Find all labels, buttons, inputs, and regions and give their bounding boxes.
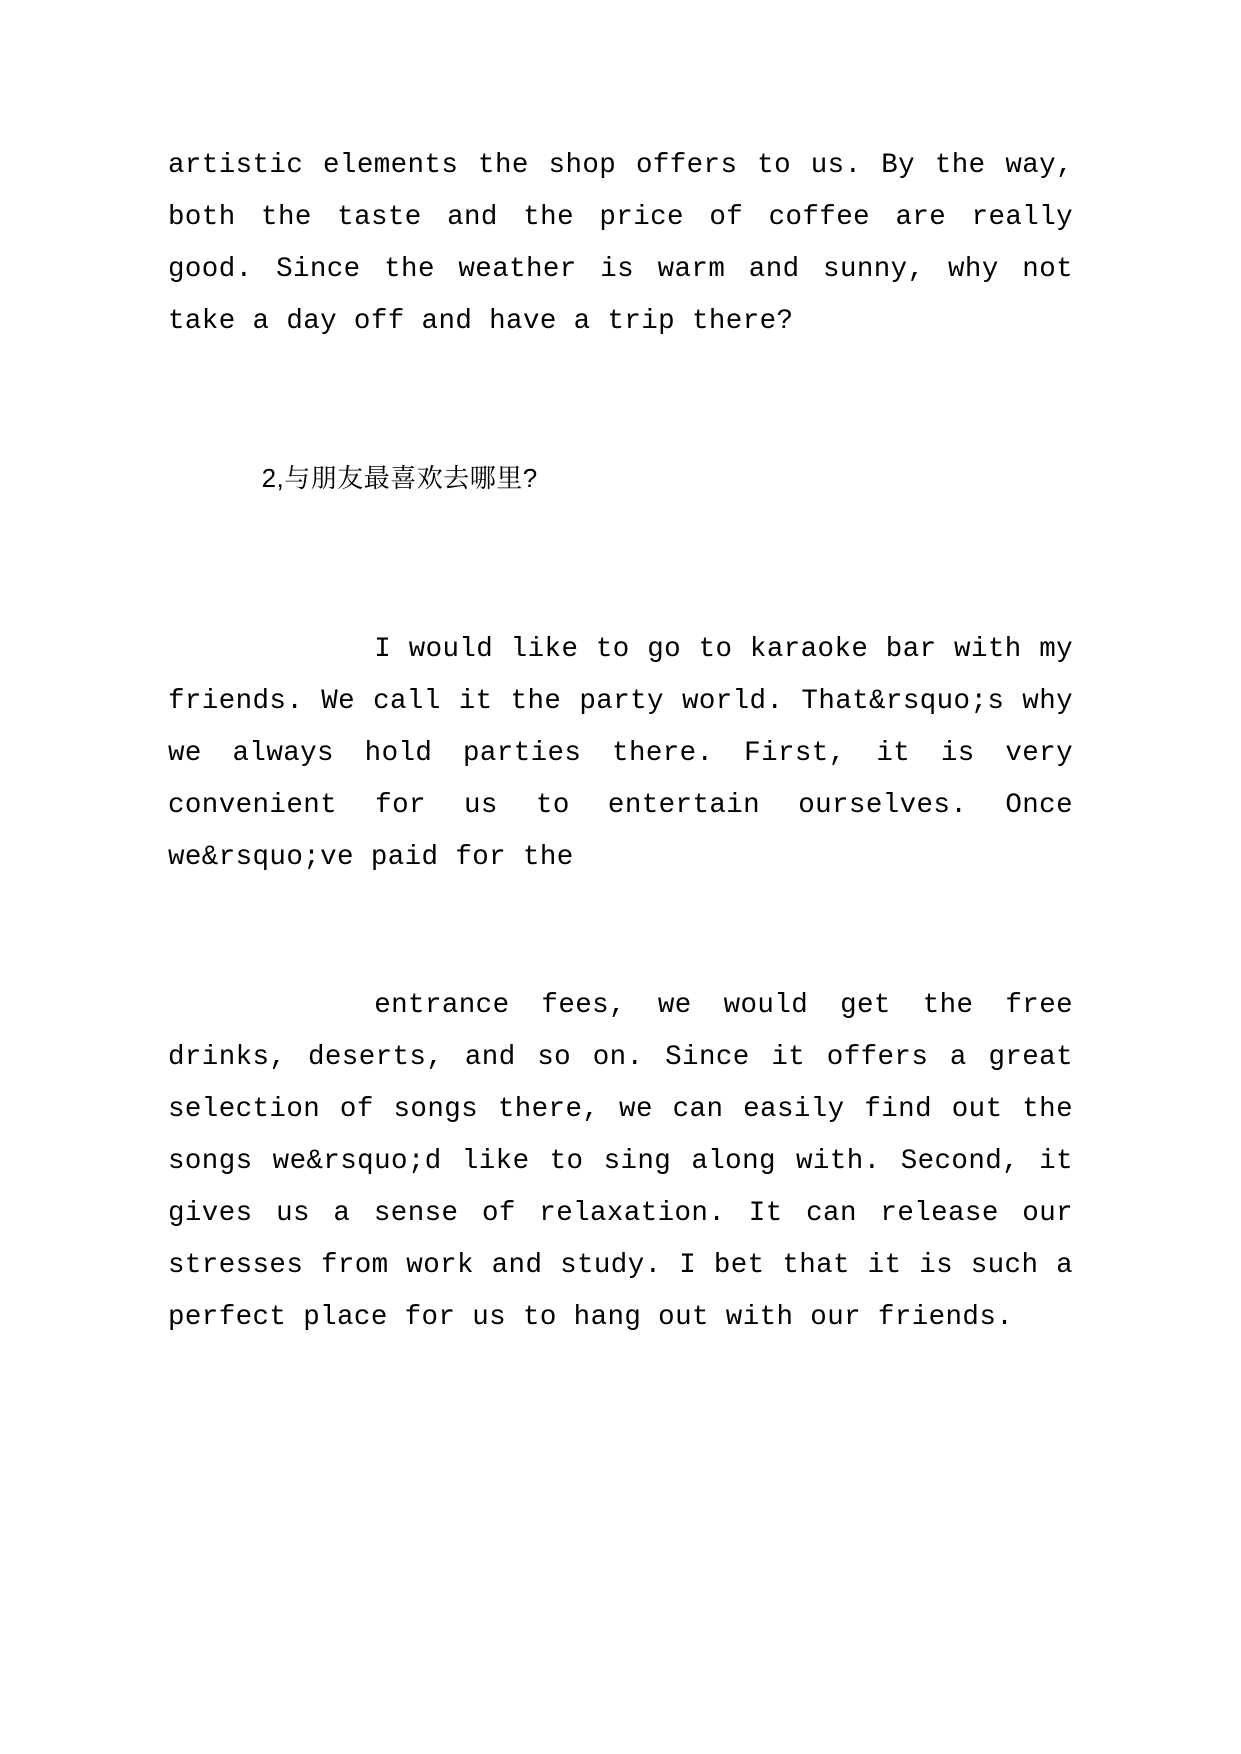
spacer [168, 504, 1073, 624]
paragraph-karaoke-details: entrance fees, we would get the free drinks, deserts, and so on. Since it offers a great selection of songs there, we can easily find out the songs we&rsquo;d like to sing along with. Second, it gives us a sense of relaxation. It can release our stresses from work and study. I bet that it is such a perfect place for us to hang out with our friends. [168, 990, 1073, 1333]
spacer [168, 884, 1073, 980]
spacer [168, 348, 1073, 452]
paragraph-karaoke-intro: I would like to go to karaoke bar with my friends. We call it the party world. That&rsquo;s why we always hold parties there. First, it is very convenient for us to entertain ourselves. Once we&rsquo;ve paid for the [168, 634, 1073, 873]
paragraph-coffee-shop: artistic elements the shop offers to us. By the way, both the taste and the price of coffee are really good. Since the weather is warm and sunny, why not take a day off and have a trip there? [168, 150, 1073, 337]
question-heading: 2,与朋友最喜欢去哪里? [261, 463, 538, 493]
